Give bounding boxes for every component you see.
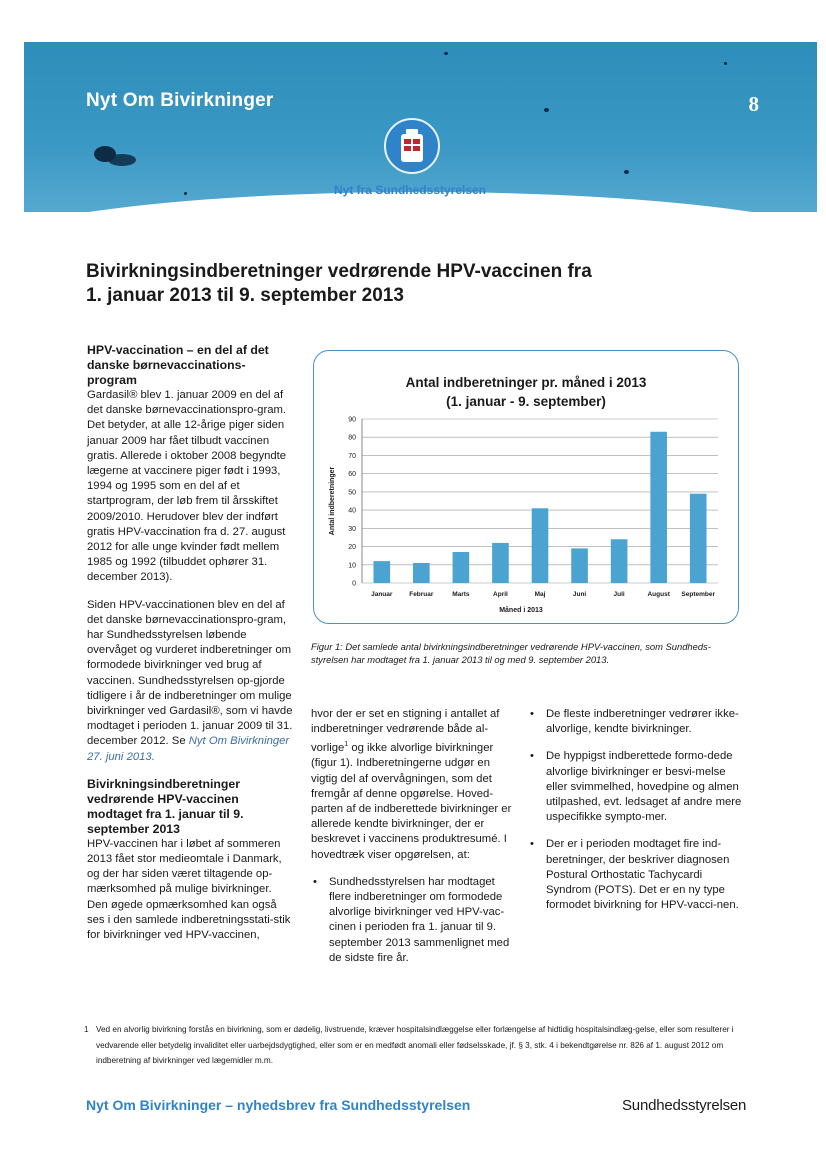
paragraph-text: og ikke alvorlige bivirkninger (figur 1). Indberetningerne udgør en vigtig del af overvågningen, som det fremgår af denne opgørelse. Hoved-parten af de indberettede bivirkninger er allerede kendte bivirkninger, der er beskrevet i vaccinens produktresumé. I hovedtræk viser opgørelsen, at: xyxy=(311,742,512,861)
article-title-line1: Bivirkningsindberetninger vedrørende HPV-vaccinen fra xyxy=(86,261,592,282)
page-number: 8 xyxy=(748,92,759,116)
bar-marts xyxy=(453,552,470,583)
bar-september xyxy=(690,494,707,583)
y-tick-label: 50 xyxy=(348,489,356,497)
logo-caption: Nyt fra Sundhedsstyrelsen xyxy=(333,183,487,197)
ink-speck xyxy=(444,52,448,55)
list-item: • Sundhedsstyrelsen har modtaget flere indberetninger om formodede alvorlige bivirkninger ved HPV-vac-cinen i perioden fra 1. januar til 9. september 2013 sammenlignet med de sidste fire år. xyxy=(311,875,519,966)
list-item: • De fleste indberetninger vedrører ikke-alvorlige, kendte bivirkninger. xyxy=(528,707,742,737)
bar-maj xyxy=(532,508,549,583)
x-tick-label: September xyxy=(681,591,716,598)
ink-speck xyxy=(108,154,136,166)
section-heading: Bivirkningsindberetninger vedrørende HPV-vaccinen modtaget fra 1. januar til 9. september 2013 xyxy=(87,776,244,836)
y-tick-label: 60 xyxy=(348,471,356,479)
bar-chart xyxy=(314,351,738,623)
footnote-marker: 1 xyxy=(344,741,349,749)
footer-newsletter-title: Nyt Om Bivirkninger – nyhedsbrev fra Sundhedsstyrelsen xyxy=(86,1097,471,1113)
header-title: Nyt Om Bivirkninger xyxy=(86,90,274,111)
ink-speck xyxy=(724,62,727,65)
chart-frame xyxy=(313,350,739,624)
y-tick-label: 80 xyxy=(348,434,356,442)
article-title xyxy=(86,260,726,308)
x-tick-label: Marts xyxy=(452,591,470,598)
ink-speck xyxy=(624,170,629,174)
bullet-list xyxy=(311,875,519,966)
right-column xyxy=(528,707,742,925)
y-axis-label: Antal indberetninger xyxy=(329,466,336,536)
bullet-list xyxy=(528,707,742,913)
x-tick-label: April xyxy=(493,591,508,598)
footnote-number: 1 xyxy=(84,1025,89,1034)
x-tick-label: Februar xyxy=(409,591,434,598)
y-tick-label: 20 xyxy=(348,544,356,552)
bar-januar xyxy=(373,561,390,583)
x-tick-label: Juli xyxy=(613,591,625,598)
y-tick-label: 90 xyxy=(348,416,356,424)
list-item: • De hyppigst indberettede formo-dede alvorlige bivirkninger er besvi-melse eller svimmelhed, hovedpine og almen utilpashed, evt. ledsaget af andre mere uspecifikke sympto-mer. xyxy=(528,749,742,825)
y-tick-label: 0 xyxy=(352,580,356,588)
footer-logo-text: Sundhedsstyrelsen xyxy=(622,1097,747,1114)
section-heading: HPV-vaccination – en del af det danske børnevaccinations-program xyxy=(87,343,269,387)
bar-april xyxy=(492,543,509,583)
reference-link[interactable]: Nyt Om Bivirkninger 27. juni 2013. xyxy=(87,735,290,763)
figure-caption: Figur 1: Det samlede antal bivirkningsindberetninger vedrørende HPV-vaccinen, som Sundheds-styrelsen har modtaget fra 1. januar 2013 til og med 9. september 2013. xyxy=(311,641,711,665)
paragraph: Gardasil® blev 1. januar 2009 en del af det danske børnevaccinationspro-gram. Det betyder, at alle 12-årige piger siden januar 2009 har fået tilbudt vaccinen gratis. Allerede i oktober 2008 begyndte lægerne at vaccinere piger født i 1993, 1994 og 1995 som en del af et startprogram, der løb frem til årsskiftet 2009/2010. Herudover blev der indført gratis HPV-vaccination fra d. 27. august 2012 for alle unge kvinder født mellem 1985 og 1992 (tilbuddet ophører 31. december 2013). xyxy=(87,389,287,584)
y-tick-label: 10 xyxy=(348,562,356,570)
list-item: • Der er i perioden modtaget fire ind-beretninger, der beskriver diagnosen Postural Orthostatic Tachycardi Syndrom (POTS). Det er en ny type formodet bivirkning for HPV-vacci-nen. xyxy=(528,837,742,913)
middle-column xyxy=(311,707,519,978)
x-tick-label: August xyxy=(647,591,670,598)
x-tick-label: Juni xyxy=(572,591,587,598)
bar-august xyxy=(650,432,667,583)
x-axis-label: Måned i 2013 xyxy=(499,607,543,614)
paragraph-text: hvor der er set en stigning i antallet af indberetninger vedrørende både al-vorlige xyxy=(311,708,500,755)
x-tick-label: Januar xyxy=(371,591,393,598)
ink-speck xyxy=(184,192,187,195)
medicine-bottle-icon-svg xyxy=(397,128,427,164)
paragraph xyxy=(87,598,293,765)
footnote xyxy=(84,1022,744,1069)
left-column xyxy=(87,343,293,955)
article-title-line2: 1. januar 2013 til 9. september 2013 xyxy=(86,285,404,306)
paragraph: HPV-vaccinen har i løbet af sommeren 2013 fået stor medieomtale i Danmark, og der har siden været tiltagende op-mærksomhed på mulige bivirkninger. Den øgede opmærksomhed kan også ses i den samlede indberetningsstati-stik for bivirkninger ved HPV-vaccinen, xyxy=(87,837,291,942)
chart-title-line2: (1. januar - 9. september) xyxy=(446,394,606,409)
bar-juli xyxy=(611,539,628,583)
paragraph xyxy=(311,707,519,863)
medicine-bottle-icon xyxy=(384,118,440,174)
y-tick-label: 30 xyxy=(348,525,356,533)
paragraph-text: Siden HPV-vaccinationen blev en del af det danske børnevaccinationspro-gram, har Sundhedsstyrelsen løbende overvåget og vurderet indberetninger om formodede bivirkninger ved brug af vaccinen. Sundhedsstyrelsen op-gjorde tidligere i år de indberetninger om mulige bivirkninger ved Gardasil®, som vi havde modtaget i perioden 1. januar 2009 til 31. december 2012. Se xyxy=(87,598,293,748)
footnote-text: Ved en alvorlig bivirkning forstås en bivirkning, som er dødelig, livstruende, kræver hospitalsindlæggelse eller forlængelse af hidtidig hospitalsindlæg-gelse, eller som resulterer i vedvarende eller betydelig invaliditet eller uarbejdsdygtighed, eller som er en medfødt anomali eller fødselsskade, jf. § 3, stk. 4 i bekendtgørelse nr. 826 af 1. august 2012 om indberetning af bivirkninger ved lægemidler m.m. xyxy=(96,1025,734,1065)
chart-title-line1: Antal indberetninger pr. måned i 2013 xyxy=(405,375,647,390)
y-tick-label: 70 xyxy=(348,452,356,460)
bar-juni xyxy=(571,548,588,583)
bar-februar xyxy=(413,563,430,583)
ink-speck xyxy=(544,108,549,112)
x-tick-label: Maj xyxy=(534,591,546,598)
y-tick-label: 40 xyxy=(348,507,356,515)
